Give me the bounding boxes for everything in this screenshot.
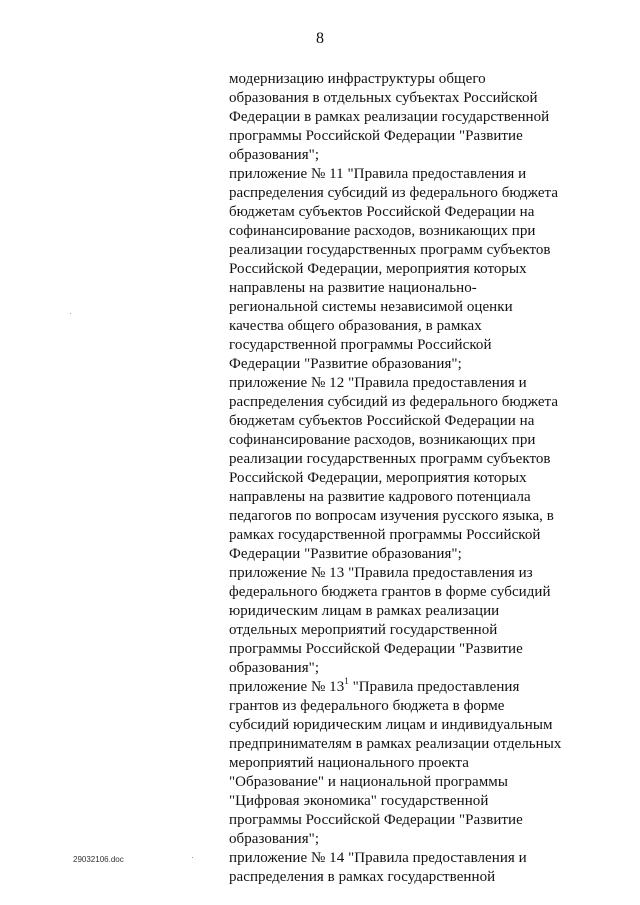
text-line: программы Российской Федерации "Развитие xyxy=(229,641,523,657)
text-line: направлены на развитие кадрового потенциала xyxy=(229,489,531,505)
text-line: образования"; xyxy=(229,147,320,163)
text-line: грантов из федерального бюджета в форме xyxy=(229,698,505,714)
text-line: рамках государственной программы Российской xyxy=(229,527,541,543)
text-line: государственной программы Российской xyxy=(229,337,492,353)
text-line: реализации государственных программ субъектов xyxy=(229,242,551,258)
text-line: бюджетам субъектов Российской Федерации на xyxy=(229,413,535,429)
scan-speck xyxy=(70,313,71,314)
text-segment: "Правила предоставления xyxy=(348,679,520,695)
text-line: юридическим лицам в рамках реализации xyxy=(229,603,500,619)
text-line: распределения субсидий из федерального бюджета xyxy=(229,394,559,410)
footer-file-code: 29032106.doc xyxy=(73,855,124,864)
text-line: модернизацию инфраструктуры общего xyxy=(229,71,486,87)
text-line: "Цифровая экономика" государственной xyxy=(229,793,489,809)
text-line: предпринимателям в рамках реализации отдельных xyxy=(229,736,562,752)
text-line: региональной системы независимой оценки xyxy=(229,299,513,315)
text-line: реализации государственных программ субъектов xyxy=(229,451,551,467)
text-line: мероприятий национального проекта xyxy=(229,755,469,771)
text-line: приложение № 12 "Правила предоставления и xyxy=(229,375,527,391)
text-line: приложение № 14 "Правила предоставления и xyxy=(229,850,527,866)
text-line: распределения в рамках государственной xyxy=(229,869,496,885)
text-line: приложение № 13 "Правила предоставления из xyxy=(229,565,533,581)
text-line: направлены на развитие национально- xyxy=(229,280,477,296)
text-line: приложение № 11 "Правила предоставления и xyxy=(229,166,527,182)
text-line: бюджетам субъектов Российской Федерации на xyxy=(229,204,535,220)
text-line: качества общего образования, в рамках xyxy=(229,318,482,334)
text-line: Российской Федерации, мероприятия которых xyxy=(229,261,527,277)
text-line: отдельных мероприятий государственной xyxy=(229,622,498,638)
text-line: образования"; xyxy=(229,831,320,847)
text-line-with-superscript xyxy=(229,678,569,697)
text-line: образования в отдельных субъектах Российской xyxy=(229,90,538,106)
text-line: софинансирование расходов, возникающих при xyxy=(229,223,536,239)
text-line: софинансирование расходов, возникающих при xyxy=(229,432,536,448)
text-line: "Образование" и национальной программы xyxy=(229,774,508,790)
text-line: федерального бюджета грантов в форме субсидий xyxy=(229,584,551,600)
text-line: педагогов по вопросам изучения русского языка, в xyxy=(229,508,554,524)
text-line: Российской Федерации, мероприятия которых xyxy=(229,470,527,486)
text-line: распределения субсидий из федерального бюджета xyxy=(229,185,559,201)
scan-speck xyxy=(192,857,193,858)
text-line: образования"; xyxy=(229,660,320,676)
text-line: Федерации "Развитие образования"; xyxy=(229,356,462,372)
text-line: субсидий юридическим лицам и индивидуальным xyxy=(229,717,553,733)
text-line: программы Российской Федерации "Развитие xyxy=(229,128,523,144)
text-line: Федерации в рамках реализации государственной xyxy=(229,109,550,125)
superscript-index: 1 xyxy=(344,676,349,686)
text-segment: приложение № 13 xyxy=(229,679,345,695)
text-line: Федерации "Развитие образования"; xyxy=(229,546,462,562)
text-line: программы Российской Федерации "Развитие xyxy=(229,812,523,828)
document-body xyxy=(229,70,569,887)
page-number: 8 xyxy=(316,30,324,47)
